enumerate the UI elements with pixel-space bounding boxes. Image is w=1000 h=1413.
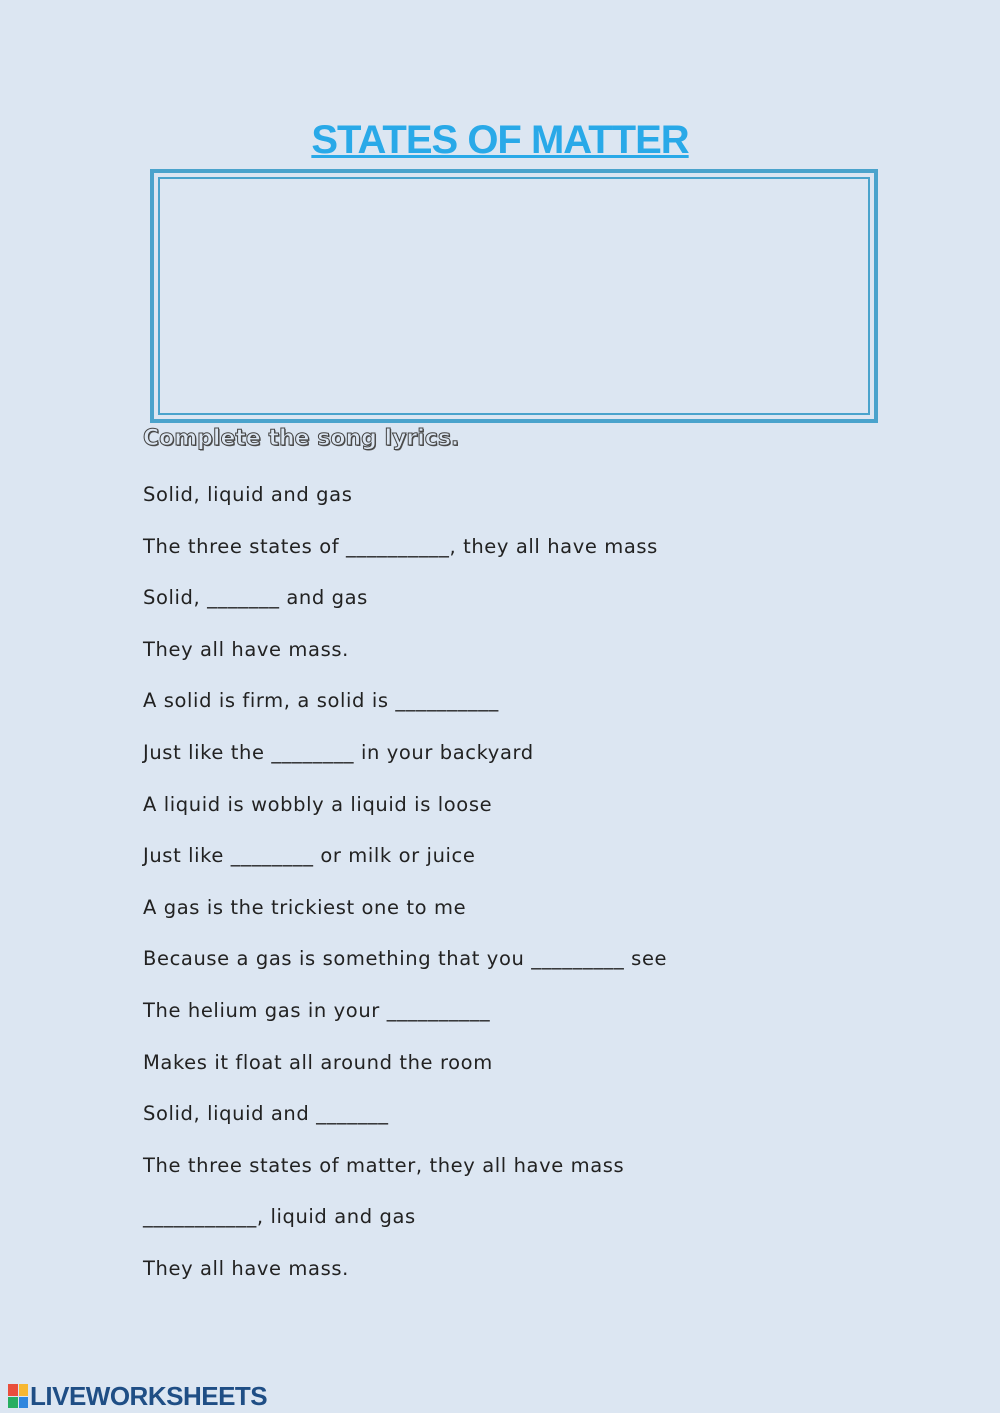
lyric-line: Because a gas is something that you _________ see [143, 947, 668, 971]
lyric-line: A liquid is wobbly a liquid is loose [143, 792, 493, 816]
worksheet-title: STATES OF MATTER [311, 118, 689, 162]
lyrics-list [143, 481, 667, 1307]
logo-text: LIVEWORKSHEETS [30, 1380, 268, 1411]
logo-square [19, 1384, 29, 1396]
lyric-line: The three states of matter, they all have mass [143, 1153, 625, 1177]
lyric-line: The helium gas in your __________ [143, 998, 491, 1022]
lyric-line: A gas is the trickiest one to me [143, 895, 467, 919]
media-frame [150, 169, 878, 423]
lyric-line: Solid, liquid and gas [143, 483, 353, 506]
liveworksheets-logo-icon [8, 1384, 28, 1408]
instruction-text: Complete the song lyrics. [143, 426, 460, 451]
logo-square [19, 1397, 29, 1409]
lyric-line: A solid is firm, a solid is __________ [143, 689, 499, 713]
lyric-line: The three states of __________, they all have mass [143, 534, 658, 558]
footer-logo [8, 1381, 267, 1411]
lyric-line: They all have mass. [143, 637, 349, 661]
lyric-line: Solid, _______ and gas [143, 586, 368, 610]
lyric-line: Just like ________ or milk or juice [143, 844, 476, 868]
lyric-line: Solid, liquid and _______ [143, 1102, 389, 1126]
logo-square [8, 1384, 18, 1396]
logo-square [8, 1397, 18, 1409]
lyric-line: ___________, liquid and gas [143, 1205, 416, 1229]
lyric-line: Just like the ________ in your backyard [143, 740, 534, 764]
lyric-line: Makes it float all around the room [143, 1050, 493, 1074]
lyric-line: They all have mass. [143, 1256, 349, 1280]
